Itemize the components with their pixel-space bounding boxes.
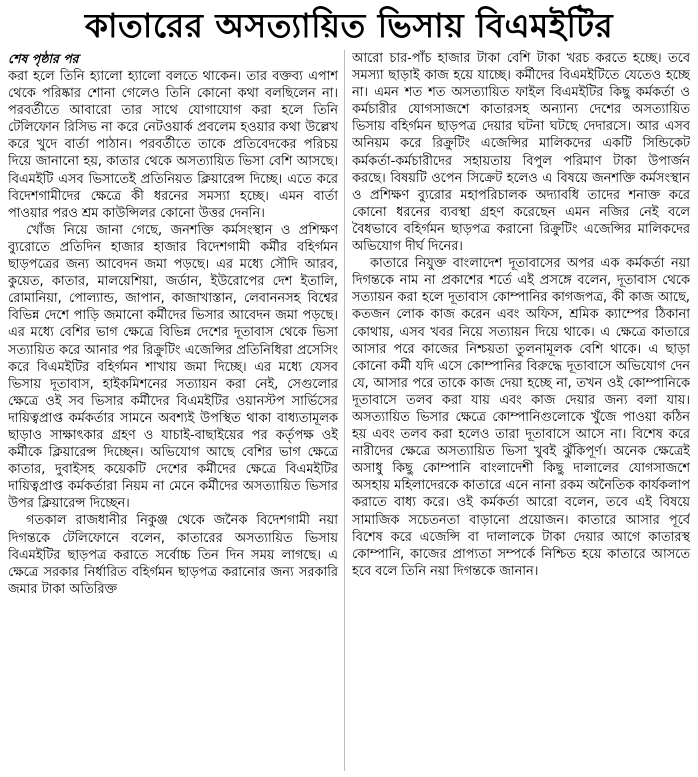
article-column-right: [352, 50, 690, 773]
continuation-label: শেষ পৃষ্ঠার পর: [8, 51, 79, 66]
column-divider: [344, 50, 345, 771]
article-column-left: [8, 50, 338, 773]
article-paragraph: খোঁজ নিয়ে জানা গেছে, জনশক্তি কর্মসংস্থান ও প্রশিক্ষণ ব্যুরোতে প্রতিদিন হাজার হাজার বিদেশগামী কর্মীর বহির্গমন ছাড়পত্রের জন্য আবেদন জমা পড়ছে। এর মধ্যে সৌদি আরব, কুয়েত, কাতার, মালয়েশিয়া, জর্ডান, ইউরোপের দেশ ইতালি, রোমানিয়া, পোল্যান্ড, জাপান, কাজাখাস্তান, লেবাননসহ বিশ্বের বিভিন্ন দেশে পাড়ি জমানো কর্মীদের ভিসার আবেদন জমা পড়ছে। এর মধ্যে বেশির ভাগ ক্ষেত্রে বিভিন্ন দেশের দূতাবাস থেকে ভিসা সত্যায়িত করে আনার পর রিক্রুটিং এজেন্সির প্রতিনিধিরা প্রসেসিং করে বিএমইটির বহির্গমন শাখায় জমা দিচ্ছে। এর মধ্যে যেসব ভিসায় দূতাবাস, হাইকমিশনের সত্যায়ন করা নেই, সেগুলোর ক্ষেত্রে ওই সব ভিসার কর্মীদের বিএমইটির ওয়ানস্টপ সার্ভিসের দায়িত্বপ্রাপ্ত কর্মকর্তার সামনে অবশ্যই উপস্থিত থাকা বাধ্যতামূলক ছাড়াও সাক্ষাৎকার গ্রহণ ও যাচাই-বাছাইয়ের পর কর্তৃপক্ষ ওই কর্মীকে ক্লিয়ারেন্স দিচ্ছেন। অভিযোগ আছে বেশির ভাগ ক্ষেত্রে কাতার, দুবাইসহ কয়েকটি দেশের কর্মীদের ক্ষেত্রে বিএমইটির দায়িত্বপ্রাপ্ত কর্মকর্তারা নিয়ম না মেনে কর্মীদের অসত্যায়িত ভিসার উপর ক্লিয়ারেন্স দিচ্ছেন।: [8, 222, 338, 512]
article-headline: কাতারের অসত্যায়িত ভিসায় বিএমইটির: [84, 6, 614, 45]
article-paragraph: আরো চার-পাঁচ হাজার টাকা বেশি টাকা খরচ করতে হচ্ছে। তবে সমস্যা ছাড়াই কাজ হয়ে যাচ্ছে। কর্মীদের বিএমইটিতে যেতেও হচ্ছে না। এমন শত শত অসত্যায়িত ফাইল বিএমইটির কিছু কর্মকর্তা ও কর্মচারীর যোগসাজশে কাতারসহ অন্যান্য দেশের অসত্যায়িত ভিসায় বহির্গমন ছাড়পত্র দেয়ার ঘটনা ঘটছে দেদারসে। আর এসব অনিয়ম করে রিক্রুটিং এজেন্সির মালিকদের একটি সিন্ডিকেট কর্মকর্তা-কর্মচারীদের সহায়তায় বিপুল পরিমাণ টাকা উপার্জন করছে। বিষয়টি ওপেন সিক্রেট হলেও এ বিষয়ে জনশক্তি কর্মসংস্থান ও প্রশিক্ষণ ব্যুরোর মহাপরিচালক অদ্যাবধি তাদের শনাক্ত করে কোনো ধরনের ব্যবস্থা গ্রহণ করেছেন এমন নজির নেই বলে বৈধভাবে বহির্গমন ছাড়পত্র করানো রিক্রুটিং এজেন্সির মালিকদের অভিযোগ দীর্ঘ দিনের।: [352, 51, 690, 255]
article-paragraph: করা হলে তিনি হ্যালো হ্যালো বলতে থাকেন। তার বক্তব্য এপাশ থেকে পরিষ্কার শোনা গেলেও তিনি কোনো কথা বলছিলেন না। পরবর্তীতে আবারো তার সাথে যোগাযোগ করা হলে তিনি টেলিফোন রিসিভ না করে নেটওয়ার্ক প্রবলেম হওয়ার কথা উল্লেখ করে খুদে বার্তা পাঠান। পরবর্তীতে তাকে প্রতিবেদকের পরিচয় দিয়ে জানানো হয়, কাতার থেকে অসত্যায়িত ভিসা বেশি আসছে। বিএমইটি এসব ভিসাতেই প্রতিনিয়ত ক্লিয়ারেন্স দিচ্ছে। এতে করে বিদেশগামীদের ক্ষেত্রে কী ধরনের সমস্যা হচ্ছে। এমন বার্তা পাওয়ার পরও শ্রম কাউন্সিলর কোনো উত্তর দেননি।: [8, 69, 338, 221]
article-paragraph: কাতারে নিযুক্ত বাংলাদেশ দূতাবাসের অপর এক কর্মকর্তা নয়া দিগন্তকে নাম না প্রকাশের শর্তে এই প্রসঙ্গে বলেন, দূতাবাস থেকে সত্যায়ন করা হলে দূতাবাস কোম্পানির কাগজপত্র, কী কাজ আছে, কতজন লোক কাজ করেন এবং অফিস, শ্রমিক ক্যাম্পের ঠিকানা কোথায়, এসব খবর নিয়ে সত্যায়ন দিয়ে থাকে। এ ক্ষেত্রে কাতারে আসার পরে কাজের নিশ্চয়তা তুলনামূলক বেশি থাকে। এ ছাড়া কোনো কর্মী যদি এসে কোম্পানির বিরুদ্ধে দূতাবাসে অভিযোগ দেন যে, আসার পরে তাকে কাজ দেয়া হচ্ছে না, তখন ওই কোম্পানিকে দূতাবাসে তলব করা যায় এবং কাজ দেয়ার জন্য বলা যায়। অসত্যায়িত ভিসার ক্ষেত্রে কোম্পানিগুলোকে খুঁজে পাওয়া কঠিন হয় এবং তলব করা হলেও তারা দূতাবাসে আসে না। বিশেষ করে নারীদের ক্ষেত্রে অসত্যায়িত ভিসা খুবই ঝুঁকিপূর্ণ। অনেক ক্ষেত্রেই অসাধু কিছু কোম্পানি বাংলাদেশী কিছু দালালের যোগসাজশে অসহায় মহিলাদেরকে কাতারে এনে নানা রকম অনৈতিক কার্যকলাপ করাতে বাধ্য করে। ওই কর্মকর্তা আরো বলেন, তবে এই বিষয়ে সামাজিক সচেতনতা বাড়ানো প্রয়োজন। কাতারে আসার পূর্বে বিশেষ করে এজেন্সি বা দালালকে টাকা দেয়ার আগে কাতারস্থ কোম্পানি, কাজের প্রাপ্যতা সম্পর্কে নিশ্চিত হয়ে কাতারে আসতে হবে বলে তিনি নয়া দিগন্তকে জানান।: [352, 256, 690, 579]
article-paragraph: গতকাল রাজধানীর নিকুঞ্জ থেকে জনৈক বিদেশগামী নয়া দিগন্তকে টেলিফোনে বলেন, কাতারের অসত্যায়িত ভিসায় বিএমইটির ছাড়পত্র করাতে সর্বোচ্চ তিন দিন সময় লাগছে। এ ক্ষেত্রে সরকার নির্ধারিত বহির্গমন ছাড়পত্র করানোর জন্য সরকারি জমার টাকা অতিরিক্ত: [8, 513, 338, 597]
